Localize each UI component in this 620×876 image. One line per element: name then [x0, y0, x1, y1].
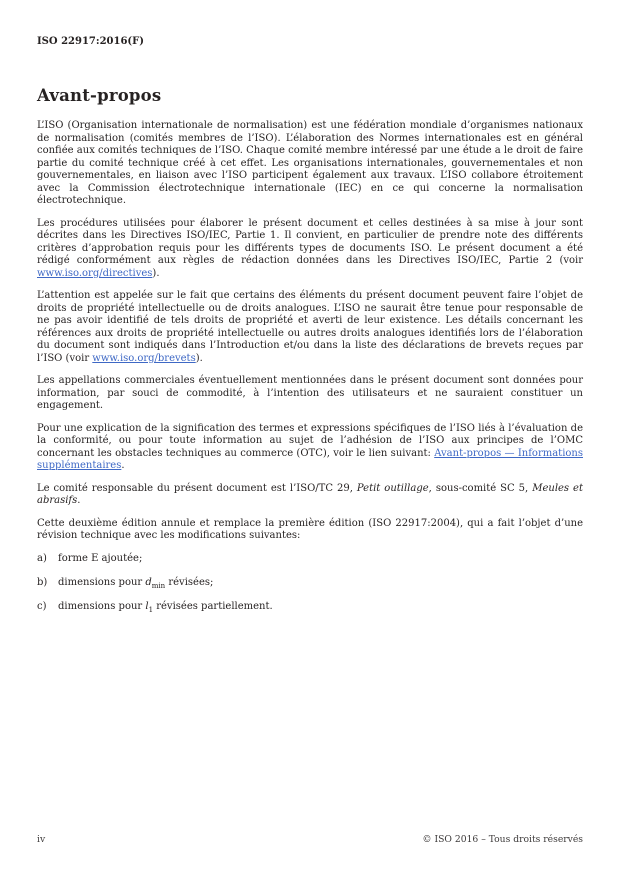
list-item — [37, 601, 583, 614]
text-run: L’ISO (Organisation internationale de normalisation) est une fédération mondiale d’organismes nationaux de normalisation (comités membres de l’ISO). L’élaboration des Normes internationales est en général confiée aux comités techniques de l’ISO. Chaque comité membre intéressé par une étude a le droit de faire partie du comité technique créé à cet effet. Les organisations internationales, gouvernementales et non gouvernementales, en liaison avec l’ISO participent également aux travaux. L’ISO collabore étroitement avec la Commission électrotechnique internationale (IEC) en ce qui concerne la normalisation électrotechnique. — [37, 120, 583, 206]
text-run: Les appellations commerciales éventuellement mentionnées dans le présent document sont données pour information, par souci de commodité, à l’intention des utilisateurs et ne sauraient constituer un engagement. — [37, 375, 583, 411]
text-run: dimensions pour — [58, 600, 146, 612]
paragraph — [37, 375, 583, 413]
text-run: révisées; — [165, 576, 214, 588]
list-item-text — [58, 553, 583, 566]
list-item — [37, 577, 583, 590]
paragraph — [37, 218, 583, 281]
text-run: dimensions pour — [58, 576, 146, 588]
paragraph — [37, 483, 583, 508]
page-title: Avant-propos — [37, 86, 162, 105]
text-run: Le comité responsable du présent document est l’ISO/TC 29, — [37, 482, 357, 494]
text-run: ). — [152, 267, 160, 279]
hyperlink[interactable]: www.iso.org/brevets — [92, 352, 196, 364]
list-item-label: a) — [37, 552, 47, 564]
text-run: Cette deuxième édition annule et remplace la première édition (ISO 22917:2004), qui a fait l’objet d’une révision technique avec les modifications suivantes: — [37, 517, 583, 541]
document-body — [37, 120, 583, 613]
text-run: forme E ajoutée; — [58, 552, 143, 564]
text-run: . — [121, 460, 125, 471]
list-item-label: b) — [37, 576, 48, 588]
list-item-label: c) — [37, 600, 47, 612]
paragraph — [37, 423, 583, 473]
page-number: iv — [37, 834, 46, 845]
italic-text: Petit outillage — [356, 482, 429, 494]
subscript-text: 1 — [148, 605, 154, 614]
page-footer — [37, 834, 583, 845]
list-item — [37, 553, 583, 566]
page-content — [37, 36, 583, 625]
paragraph — [37, 120, 583, 208]
list-item-text — [58, 601, 583, 614]
paragraph — [37, 290, 583, 365]
document-reference: ISO 22917:2016(F) — [37, 36, 144, 47]
text-run: Les procédures utilisées pour élaborer le présent document et celles destinées à sa mise à jour sont décrites dans les Directives ISO/IEC, Partie 1. Il convient, en particulier de prendre note des différents critères d’approbation requis pour les différents types de documents ISO. Le présent document a été rédigé conformément aux règles de rédaction données dans les Directives ISO/IEC, Partie 2 (voir — [37, 217, 583, 266]
italic-text: l — [145, 600, 149, 612]
hyperlink[interactable]: www.iso.org/directives — [37, 267, 153, 279]
italic-text: Meules et abrasifs — [37, 482, 583, 506]
hyperlink[interactable]: Avant-propos — Informations supplémentaires — [37, 447, 583, 471]
paragraph — [37, 518, 583, 543]
text-run: L’attention est appelée sur le fait que certains des éléments du présent document peuvent faire l’objet de droits de propriété intellectuelle ou de droits analogues. L’ISO ne saurait être tenue pour responsable de ne pas avoir identifié de tels droits de propriété et averti de leur existence. Les détails concernant les références aux droits de propriété intellectuelle ou autres droits analogues identifiés lors de l’élaboration du document sont indiqués dans l’Introduction et/ou dans la liste des déclarations de brevets reçues par l’ISO (voir — [37, 290, 583, 364]
text-run: ). — [195, 352, 203, 364]
subscript-text: min — [151, 581, 166, 590]
text-run: , sous-comité SC 5, — [428, 482, 533, 494]
text-run: . — [77, 495, 81, 506]
italic-text: d — [145, 576, 152, 588]
list-item-text — [58, 577, 583, 590]
text-run: Pour une explication de la signification des termes et expressions spécifiques de l’ISO liés à l’évaluation de la conformité, ou pour toute information au sujet de l’adhésion de l’ISO aux principes de l’OMC concernant les obstacles techniques au commerce (OTC), voir le lien suivant: — [37, 422, 583, 459]
copyright-notice: © ISO 2016 – Tous droits réservés — [422, 834, 583, 845]
text-run: révisées partiellement. — [153, 600, 273, 612]
